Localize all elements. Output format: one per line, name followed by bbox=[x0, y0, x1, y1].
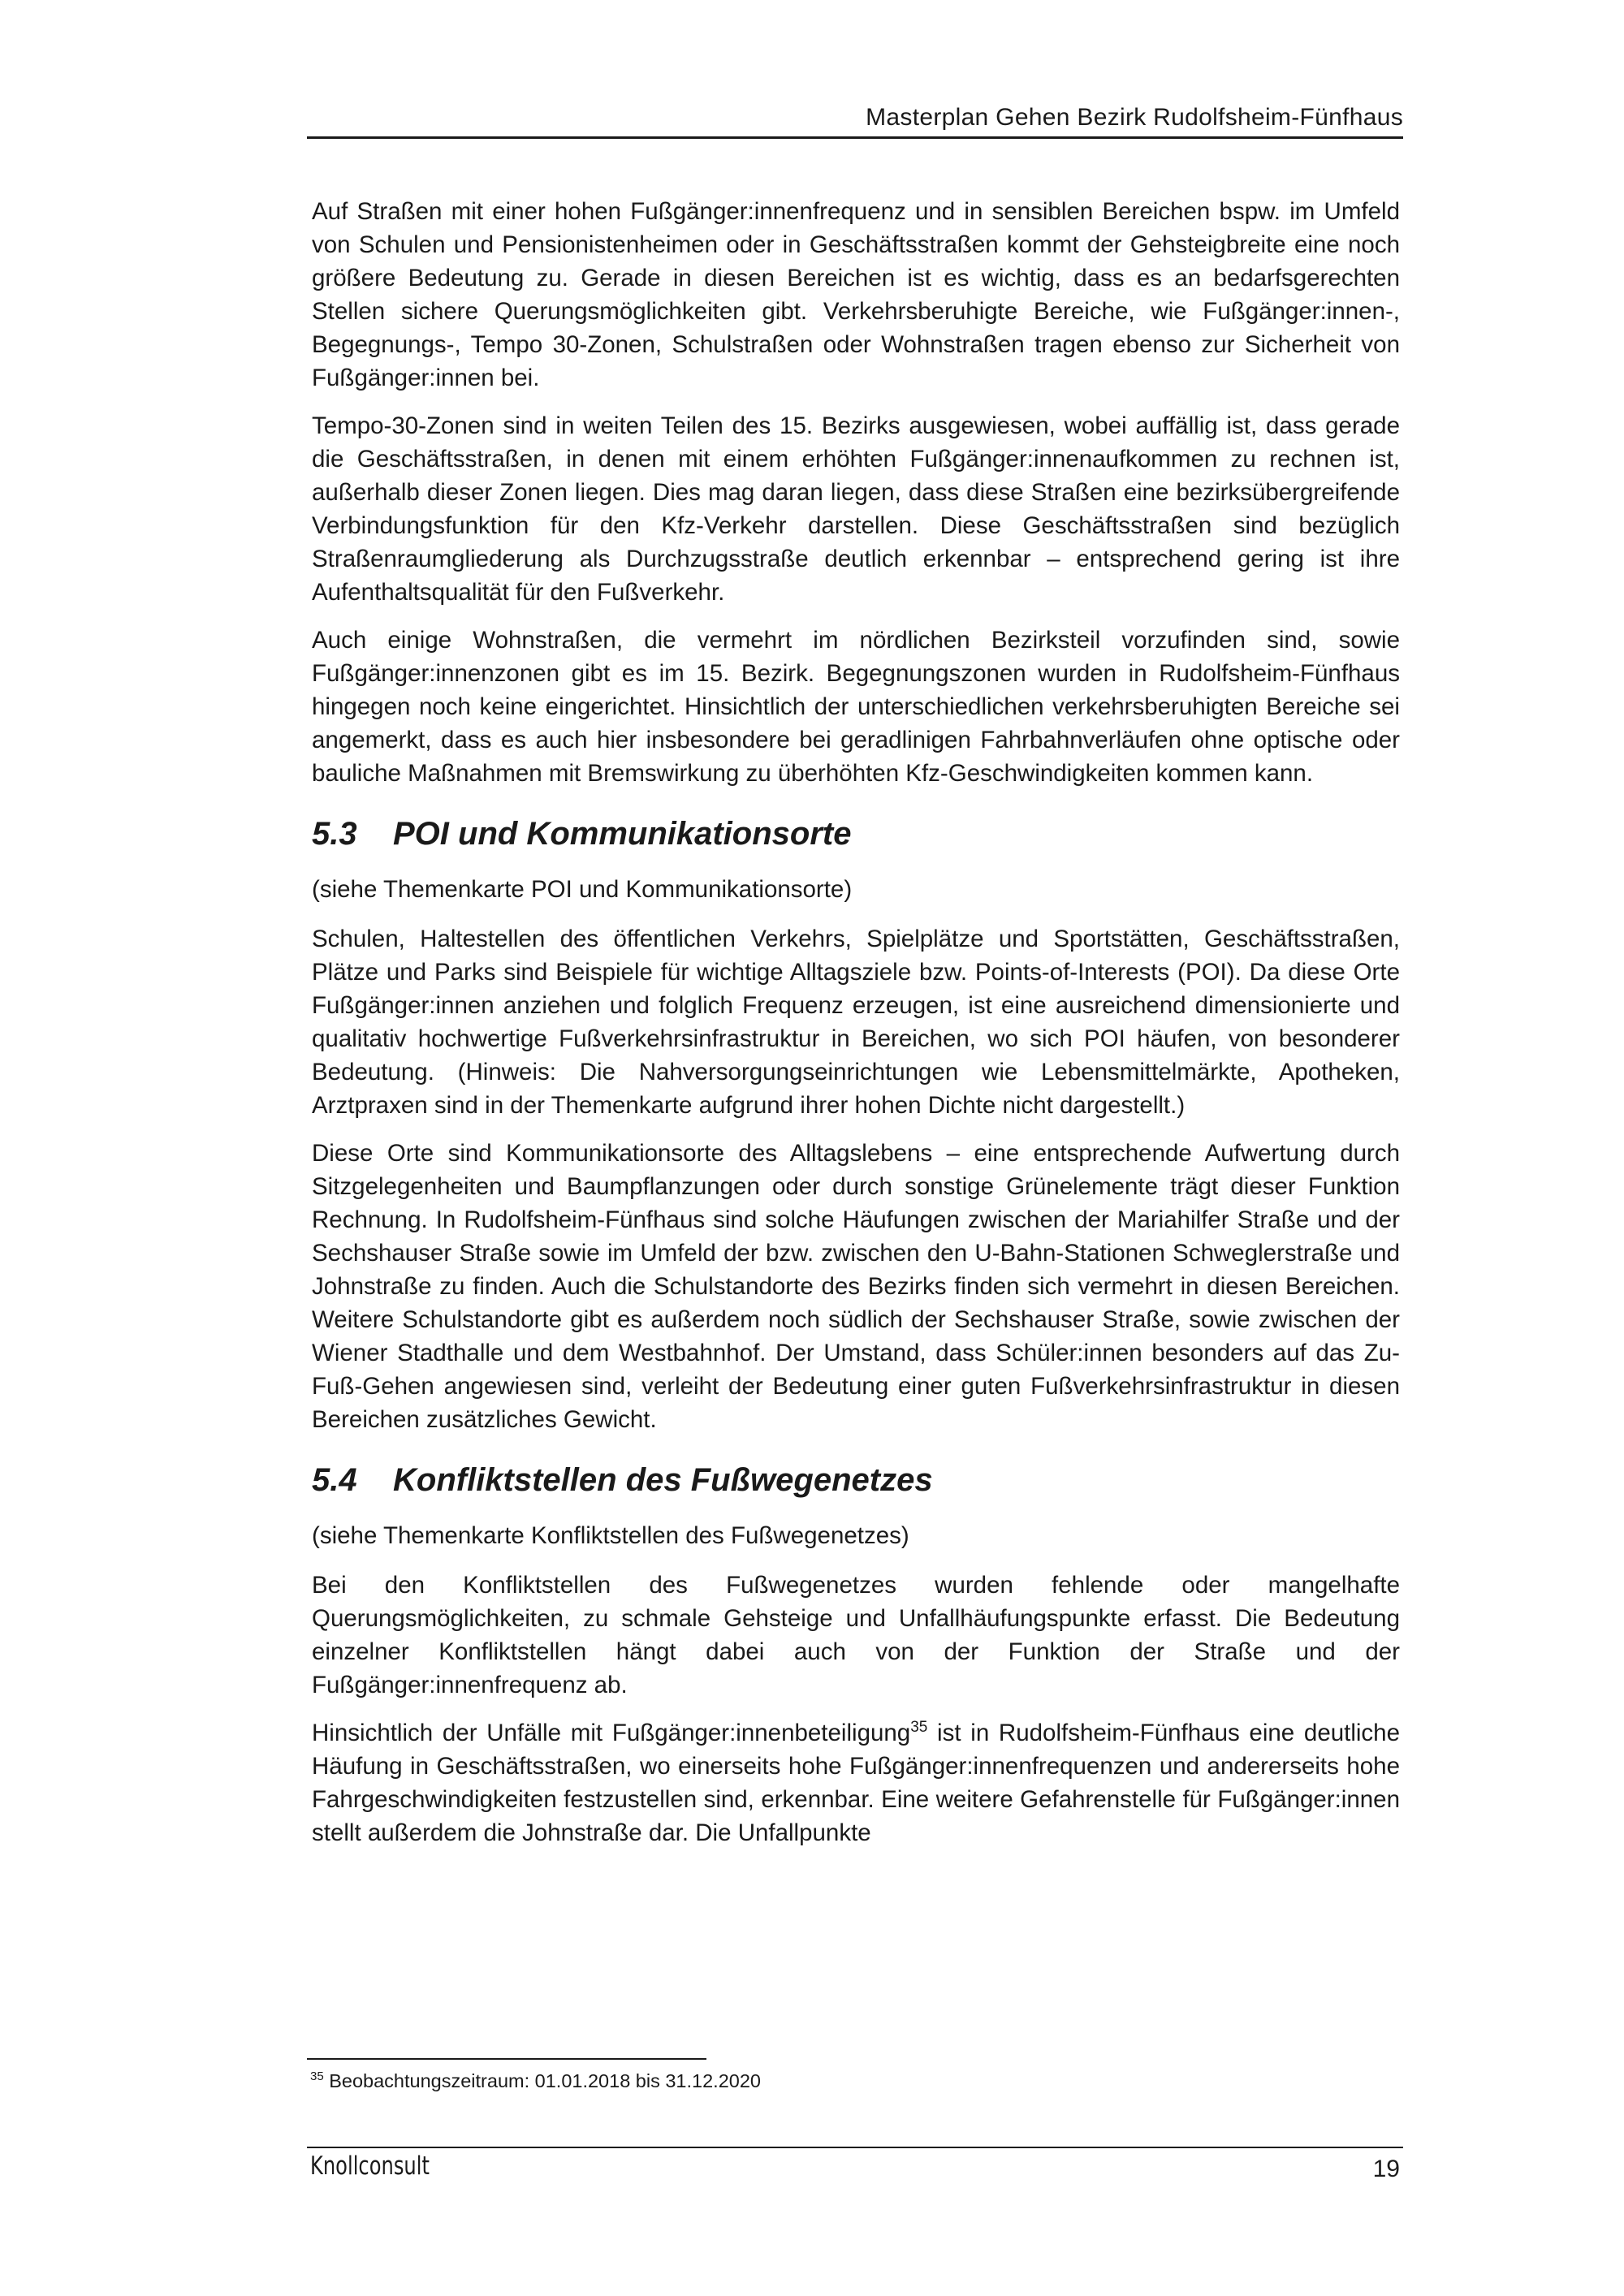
footer-company: Knollconsult bbox=[310, 2151, 430, 2181]
section-5-3-paragraph-1: Schulen, Haltestellen des öffentlichen Verkehrs, Spielplätze und Sportstätten, Geschäftsstraßen, Plätze und Parks sind Beispiele für wichtige Alltagsziele bzw. Points-of-Interests (POI). Da diese Orte Fußgänger:innen anziehen und folglich Frequenz erzeugen, ist eine ausreichend dimensionierte und qualitativ hochwertige Fußverkehrsinfrastruktur in Bereichen, wo sich POI häufen, von besonderer Bedeutung. (Hinweis: Die Nahversorgungseinrichtungen wie Lebensmittelmärkte, Apotheken, Arztpraxen sind in der Themenkarte aufgrund ihrer hohen Dichte nicht dargestellt.) bbox=[312, 926, 1400, 1119]
running-header: Masterplan Gehen Bezirk Rudolfsheim-Fünfhaus bbox=[866, 104, 1403, 131]
section-number: 5.3 bbox=[312, 816, 357, 852]
section-title: POI und Kommunikationsorte bbox=[393, 816, 852, 852]
paragraph-text-end: ist in Rudolfsheim-Fünfhaus eine deutliche Häufung in Geschäftsstraßen, wo einerseits hohe Fußgänger:innenfrequenzen und andererseits hohe Fahrgeschwindigkeiten festzustellen sind, erkennbar. Eine weitere Gefahrenstelle für Fußgänger:innen stellt außerdem die Johnstraße dar. Die Unfallpunkte bbox=[312, 1720, 1400, 1846]
footnote-text: Beobachtungszeitraum: 01.01.2018 bis 31.12.2020 bbox=[323, 2070, 761, 2091]
page-body bbox=[312, 195, 1400, 1864]
paragraph-text-start: Hinsichtlich der Unfälle mit Fußgänger:innenbeteiligung bbox=[312, 1720, 911, 1746]
footnote-reference[interactable]: 35 bbox=[910, 1719, 928, 1737]
footnote-rule bbox=[307, 2058, 706, 2060]
footnote-number: 35 bbox=[310, 2069, 324, 2084]
page-number: 19 bbox=[1372, 2156, 1400, 2182]
section-number: 5.4 bbox=[312, 1462, 357, 1498]
section-5-4-paragraph-1: Bei den Konfliktstellen des Fußwegenetzes wurden fehlende oder mangelhafte Querungsmöglichkeiten, zu schmale Gehsteige und Unfallhäufungspunkte erfasst. Die Bedeutung einzelner Konfliktstellen hängt dabei auch von der Funktion der Straße und der Fußgänger:innenfrequenz ab. bbox=[312, 1572, 1400, 1698]
section-title: Konfliktstellen des Fußwegenetzes bbox=[393, 1462, 933, 1498]
intro-paragraph-3: Auch einige Wohnstraßen, die vermehrt im nördlichen Bezirksteil vorzufinden sind, sowie Fußgänger:innenzonen gibt es im 15. Bezirk. Begegnungszonen wurden in Rudolfsheim-Fünfhaus hingegen noch keine eingerichtet. Hinsichtlich der unterschiedlichen verkehrsberuhigten Bereiche sei angemerkt, dass es auch hier insbesondere bei geradlinigen Fahrbahnverläufen ohne optische oder bauliche Maßnahmen mit Bremswirkung zu überhöhten Kfz-Geschwindigkeiten kommen kann. bbox=[312, 627, 1400, 787]
intro-paragraph-2: Tempo-30-Zonen sind in weiten Teilen des 15. Bezirks ausgewiesen, wobei auffällig ist, dass gerade die Geschäftsstraßen, in denen mit einem erhöhten Fußgänger:innenaufkommen zu rechnen ist, außerhalb dieser Zonen liegen. Dies mag daran liegen, dass diese Straßen eine bezirksübergreifende Verbindungsfunktion für den Kfz-Verkehr darstellen. Diese Geschäftsstraßen sind bezüglich Straßenraumgliederung als Durchzugsstraße deutlich erkennbar – entsprechend gering ist ihre Aufenthaltsqualität für den Fußverkehr. bbox=[312, 412, 1400, 606]
section-5-4-paragraph-2 bbox=[312, 1716, 1400, 1849]
section-heading-5-3 bbox=[312, 813, 1400, 855]
footer-rule bbox=[307, 2147, 1403, 2148]
intro-paragraph-1: Auf Straßen mit einer hohen Fußgänger:innenfrequenz und in sensiblen Bereichen bspw. im Umfeld von Schulen und Pensionistenheimen oder in Geschäftsstraßen kommt der Gehsteigbreite eine noch größere Bedeutung zu. Gerade in diesen Bereichen ist es wichtig, dass es an bedarfsgerechten Stellen sichere Querungsmöglichkeiten gibt. Verkehrsberuhigte Bereiche, wie Fußgänger:innen-, Begegnungs-, Tempo 30-Zonen, Schulstraßen oder Wohnstraßen tragen ebenso zur Sicherheit von Fußgänger:innen bei. bbox=[312, 198, 1400, 391]
section-5-3-paragraph-2: Diese Orte sind Kommunikationsorte des Alltagslebens – eine entsprechende Aufwertung durch Sitzgelegenheiten und Baumpflanzungen oder durch sonstige Grünelemente trägt dieser Funktion Rechnung. In Rudolfsheim-Fünfhaus sind solche Häufungen zwischen der Mariahilfer Straße und der Sechshauser Straße sowie im Umfeld der bzw. zwischen den U-Bahn-Stationen Schweglerstraße und Johnstraße zu finden. Auch die Schulstandorte des Bezirks finden sich vermehrt in diesen Bereichen. Weitere Schulstandorte gibt es außerdem noch südlich der Sechshauser Straße, sowie zwischen der Wiener Stadthalle und dem Westbahnhof. Der Umstand, dass Schüler:innen besonders auf das Zu-Fuß-Gehen angewiesen sind, verleiht der Bedeutung einer guten Fußverkehrsinfrastruktur in diesen Bereichen zusätzliches Gewicht. bbox=[312, 1140, 1400, 1433]
section-5-3-reference: (siehe Themenkarte POI und Kommunikationsorte) bbox=[312, 876, 853, 903]
section-5-4-reference: (siehe Themenkarte Konfliktstellen des Fußwegenetzes) bbox=[312, 1522, 909, 1549]
header-rule bbox=[307, 136, 1403, 139]
footnote bbox=[310, 2070, 761, 2092]
section-heading-5-4 bbox=[312, 1459, 1400, 1501]
